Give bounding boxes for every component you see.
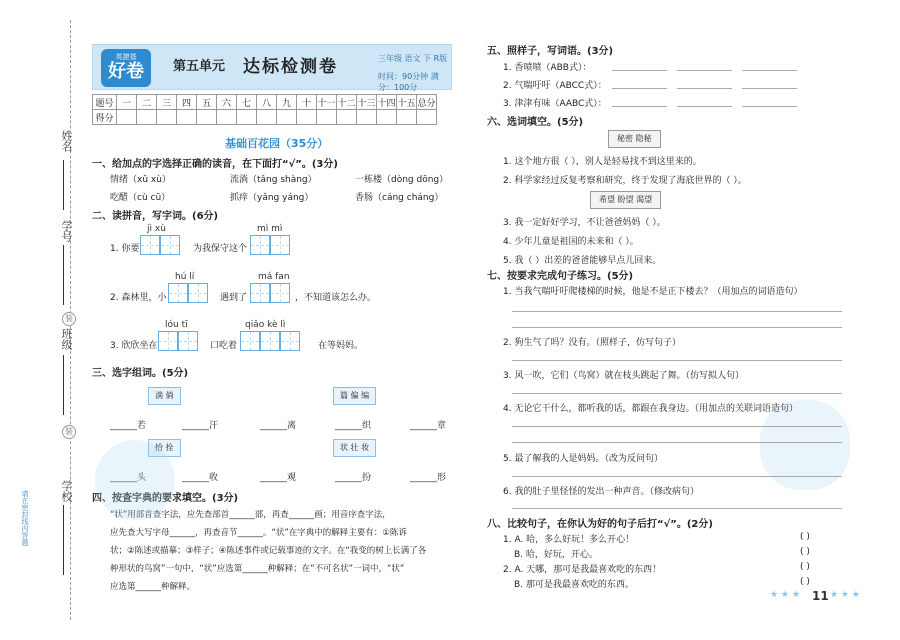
q3-title: 三、选字组词。(5分) <box>92 368 189 379</box>
word-choice-box: 秘密 隐秘 <box>608 130 661 148</box>
q8-option: 1. A. 哈，多么好玩！多么开心！ <box>503 535 635 545</box>
char-boxes[interactable] <box>240 331 300 351</box>
q7-item: 6. 我的肚子里怪怪的发出一种声音。（修改病句） <box>503 487 699 497</box>
school-label: 学校 <box>60 480 73 502</box>
check-paren[interactable]: ( ) <box>800 547 810 557</box>
q1-item[interactable]: 一栋楼（dòng dōng） <box>355 175 449 185</box>
q8-title: 八、比较句子，在你认为好的句子后打“√”。(2分) <box>487 519 713 530</box>
q3-blank[interactable]: ______形 <box>410 473 447 483</box>
q8-option: 2. A. 天哪，那可是我最喜欢吃的东西！ <box>503 565 662 575</box>
decor-stars: ★ ★ ★ <box>770 590 800 600</box>
answer-line[interactable] <box>512 508 842 509</box>
q7-title: 七、按要求完成句子练习。(5分) <box>487 271 634 282</box>
number-line <box>63 245 64 305</box>
q4-line: 应选第______种解释。 <box>110 582 196 592</box>
binding-margin <box>0 0 80 640</box>
name-label: 姓名 <box>60 130 73 152</box>
char-choice-box: 状 壮 妆 <box>333 439 376 457</box>
number-label: 学号 <box>60 220 73 242</box>
pinyin: qiǎo kè lì <box>245 320 286 330</box>
q4-line: 状；②陈述或描摹；③样子；④陈述事件或记载事迹的文字。在“我变的树上长满了各 <box>110 546 427 556</box>
q6-item[interactable]: 1. 这个地方很（ ），别人是轻易找不到这里来的。 <box>503 157 702 167</box>
check-paren[interactable]: ( ) <box>800 577 810 587</box>
char-boxes[interactable] <box>158 331 198 351</box>
decor-stars: ★ ★ ★ <box>830 590 860 600</box>
q8-option: B. 哈，好玩，开心。 <box>514 550 598 560</box>
q6-item[interactable]: 3. 我一定好好学习，不让爸爸妈妈（ ）。 <box>503 218 666 228</box>
q1-title: 一、给加点的字选择正确的读音，在下面打“√”。(3分) <box>92 159 338 170</box>
class-line <box>63 355 64 415</box>
q3-blank[interactable]: ______汗 <box>182 421 219 431</box>
check-paren[interactable]: ( ) <box>800 562 810 572</box>
answer-line[interactable] <box>512 360 842 361</box>
q2-sentence: ，不知道该怎么办。 <box>295 293 377 303</box>
q2-sentence: 3. 欣欣坐在 <box>110 341 158 351</box>
binding-hole: 装 <box>62 312 76 326</box>
q4-title: 四、按查字典的要求填空。(3分) <box>92 493 239 504</box>
char-boxes[interactable] <box>140 235 180 255</box>
grade-info: 三年级 语文 下 R版 <box>378 54 448 63</box>
answer-line[interactable] <box>512 442 842 443</box>
answer-line[interactable] <box>677 88 732 89</box>
q3-blank[interactable]: ______扮 <box>335 473 372 483</box>
answer-line[interactable] <box>512 426 842 427</box>
q7-item: 2. 狗生气了吗？没有。（照样子，仿写句子） <box>503 338 681 348</box>
answer-line[interactable] <box>742 106 797 107</box>
answer-line[interactable] <box>612 88 667 89</box>
answer-line[interactable] <box>512 393 842 394</box>
q6-item[interactable]: 2. 科学家经过反复考察和研究，终于发现了海底世界的（ ）。 <box>503 176 747 186</box>
watermark <box>95 440 175 520</box>
q2-sentence: 口吃着 <box>210 341 238 351</box>
q7-item: 3. 风一吹，它们（鸟窝）就在枝头跳起了舞。（仿写拟人句） <box>503 371 744 381</box>
exam-header <box>92 44 452 90</box>
q1-item[interactable]: 流淌（tǎng shàng） <box>230 175 317 185</box>
pinyin: hú lí <box>175 272 195 282</box>
name-line <box>63 160 64 210</box>
pinyin: jì xù <box>147 224 166 234</box>
q5-item: 2. 气喘吁吁（ABCC式）： <box>503 81 607 91</box>
answer-line[interactable] <box>512 327 842 328</box>
q4-line: 应先查大写字母______，再查音节______。“状”在字典中的解释主要有：①陈诉 <box>110 528 407 538</box>
school-line <box>63 505 64 575</box>
q3-blank[interactable]: ______章 <box>410 421 447 431</box>
q2-sentence: 2. 森林里，小 <box>110 293 167 303</box>
q7-item: 5. 最了解我的人是妈妈。（改为反问句） <box>503 454 663 464</box>
q6-title: 六、选词填空。(5分) <box>487 117 584 128</box>
pinyin: lóu tī <box>165 320 188 330</box>
score-header-row: 题号 一 二 三 四 五 六 七 八 九 十 十一 十二 十三 十四 十五 总分 <box>93 95 437 110</box>
q1-item[interactable]: 情绪（xǔ xù） <box>110 175 171 185</box>
pinyin: mì mì <box>257 224 283 234</box>
page-title: 达标检测卷 <box>243 57 338 77</box>
char-choice-box: 淌 倘 <box>148 387 181 405</box>
q3-blank[interactable]: ______观 <box>260 473 297 483</box>
score-value-row: 得分 <box>93 110 437 125</box>
q3-blank[interactable]: ______收 <box>182 473 219 483</box>
answer-line[interactable] <box>612 70 667 71</box>
answer-line[interactable] <box>677 70 732 71</box>
class-label: 班级 <box>60 328 73 350</box>
q3-blank[interactable]: ______若 <box>110 421 147 431</box>
q7-item: 1. 当我气喘吁吁爬楼梯的时候，他是不是正下楼去？（用加点的词语造句） <box>503 287 803 297</box>
char-choice-box: 拾 拴 <box>148 439 181 457</box>
q6-item[interactable]: 4. 少年儿童是祖国的未来和（ ）。 <box>503 237 639 247</box>
q2-sentence: 遇到了 <box>220 293 248 303</box>
q3-blank[interactable]: ______织 <box>335 421 372 431</box>
time-info: 时间：90分钟 满分：100分 <box>378 72 439 92</box>
char-choice-box: 篇 偏 编 <box>333 387 376 405</box>
q2-sentence: 为我保守这个 <box>193 244 248 254</box>
q8-option: B. 那可是我最喜欢吃的东西。 <box>514 580 634 590</box>
q7-item: 4. 无论它干什么，都听我的话，都跟在我身边。（用加点的关联词语造句） <box>503 404 798 414</box>
q5-item: 3. 津津有味（AABC式）： <box>503 99 607 109</box>
answer-line[interactable] <box>742 70 797 71</box>
answer-line[interactable] <box>742 88 797 89</box>
q2-title: 二、读拼音，写字词。(6分) <box>92 211 219 222</box>
unit-label: 第五单元 <box>173 59 226 74</box>
binding-hole: 装 <box>62 425 76 439</box>
char-boxes[interactable] <box>250 283 290 303</box>
q1-item[interactable]: 香肠（cáng cháng） <box>355 193 444 203</box>
section-banner: 基础百花园（35分） <box>225 137 329 150</box>
answer-line[interactable] <box>677 106 732 107</box>
brand-logo: 英捷基 好卷 <box>101 49 151 87</box>
char-boxes[interactable] <box>168 283 208 303</box>
q4-line: “状”用部首查字法，应先查部首______部，再查______画；用音序查字法， <box>110 510 391 520</box>
q1-item[interactable]: 吃醋（cù cū） <box>110 193 171 203</box>
q1-item[interactable]: 抓痒（yǎng yáng） <box>230 193 314 203</box>
answer-line[interactable] <box>612 106 667 107</box>
seal-notice: 请在密封线内答题 <box>21 490 29 546</box>
pinyin: má fan <box>258 272 290 282</box>
page-number: 11 <box>812 589 829 603</box>
q2-sentence: 在等妈妈。 <box>318 341 364 351</box>
q4-line: 种形状的鸟窝”一句中，“状”应选第______种解释；在“不可名状”一词中，“状” <box>110 564 405 574</box>
check-paren[interactable]: ( ) <box>800 532 810 542</box>
q3-blank[interactable]: ______头 <box>110 473 147 483</box>
q3-blank[interactable]: ______离 <box>260 421 297 431</box>
char-boxes[interactable] <box>250 235 290 255</box>
answer-line[interactable] <box>512 476 842 477</box>
word-choice-box: 希望 盼望 渴望 <box>590 191 661 209</box>
q5-title: 五、照样子，写词语。(3分) <box>487 46 614 57</box>
q5-item: 1. 香喷喷（ABB式）： <box>503 63 592 73</box>
answer-line[interactable] <box>512 311 842 312</box>
q2-sentence: 1. 你要 <box>110 244 140 254</box>
q6-item[interactable]: 5. 我（ ）出差的爸爸能够早点儿回来。 <box>503 256 662 266</box>
score-table <box>92 94 437 125</box>
